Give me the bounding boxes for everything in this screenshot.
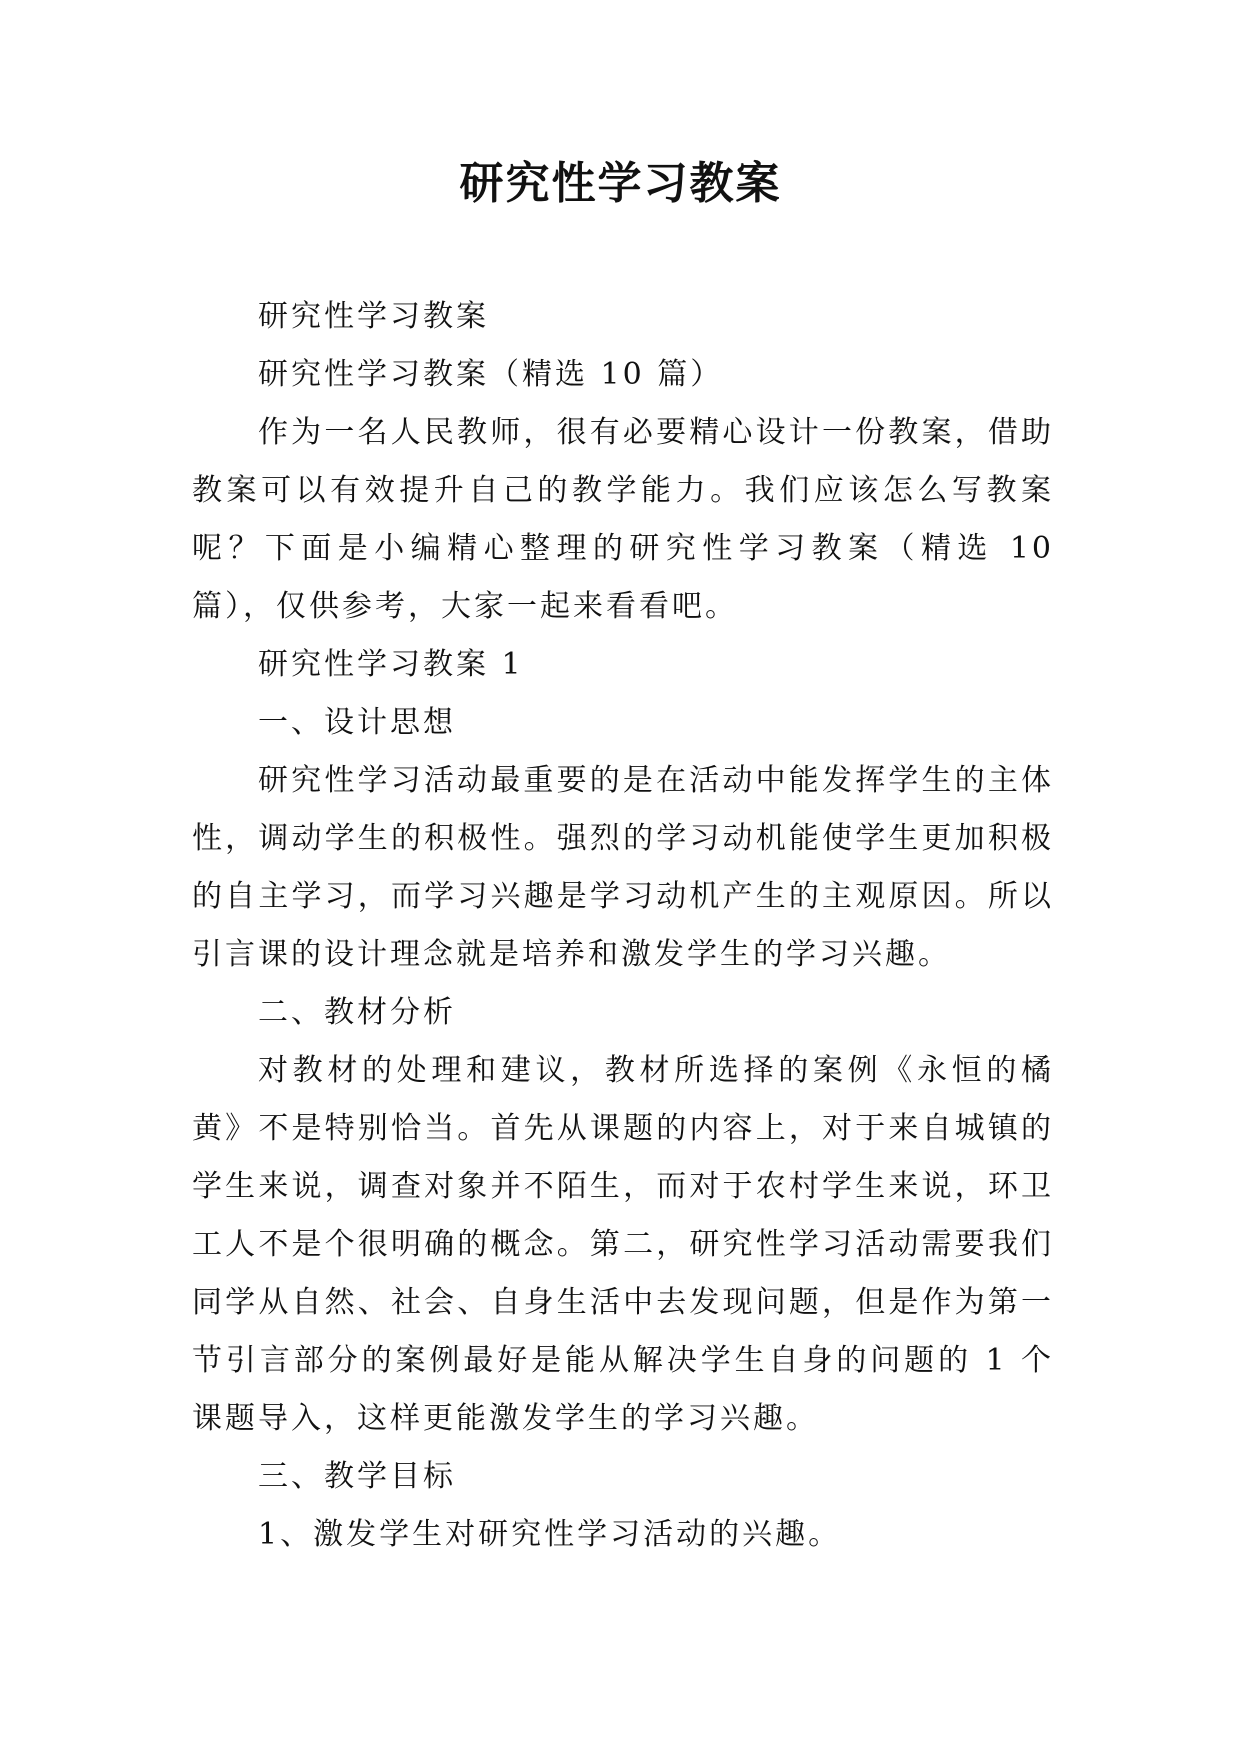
paragraph-heading: 研究性学习教案 [258, 299, 489, 334]
section-heading-design: 一、设计思想 [258, 705, 456, 740]
paragraph-design: 研究性学习活动最重要的是在活动中能发挥学生的主体性，调动学生的积极性。强烈的学习动机能使学生更加积极的自主学习，而学习兴趣是学习动机产生的主观原因。所以引言课的设计理念就是培养和激发学生的学习兴趣。 [192, 763, 1054, 972]
section-heading-material: 二、教材分析 [258, 995, 456, 1030]
section-heading-goals: 三、教学目标 [258, 1459, 456, 1494]
paragraph-intro: 作为一名人民教师，很有必要精心设计一份教案，借助教案可以有效提升自己的教学能力。我们应该怎么写教案呢？下面是小编精心整理的研究性学习教案（精选 10 篇），仅供参考，大家一起来看看吧。 [192, 415, 1054, 624]
section-lesson-1: 研究性学习教案 1 [258, 647, 524, 682]
document-body [192, 288, 1054, 1564]
document-title: 研究性学习教案 [459, 158, 782, 209]
paragraph-material: 对教材的处理和建议，教材所选择的案例《永恒的橘黄》不是特别恰当。首先从课题的内容上，对于来自城镇的学生来说，调查对象并不陌生，而对于农村学生来说，环卫工人不是个很明确的概念。第二，研究性学习活动需要我们同学从自然、社会、自身生活中去发现问题，但是作为第一节引言部分的案例最好是能从解决学生自身的问题的 1 个课题导入，这样更能激发学生的学习兴趣。 [192, 1053, 1054, 1436]
paragraph-goal-1: 1、激发学生对研究性学习活动的兴趣。 [258, 1517, 842, 1552]
paragraph-subtitle: 研究性学习教案（精选 10 篇） [258, 357, 724, 392]
